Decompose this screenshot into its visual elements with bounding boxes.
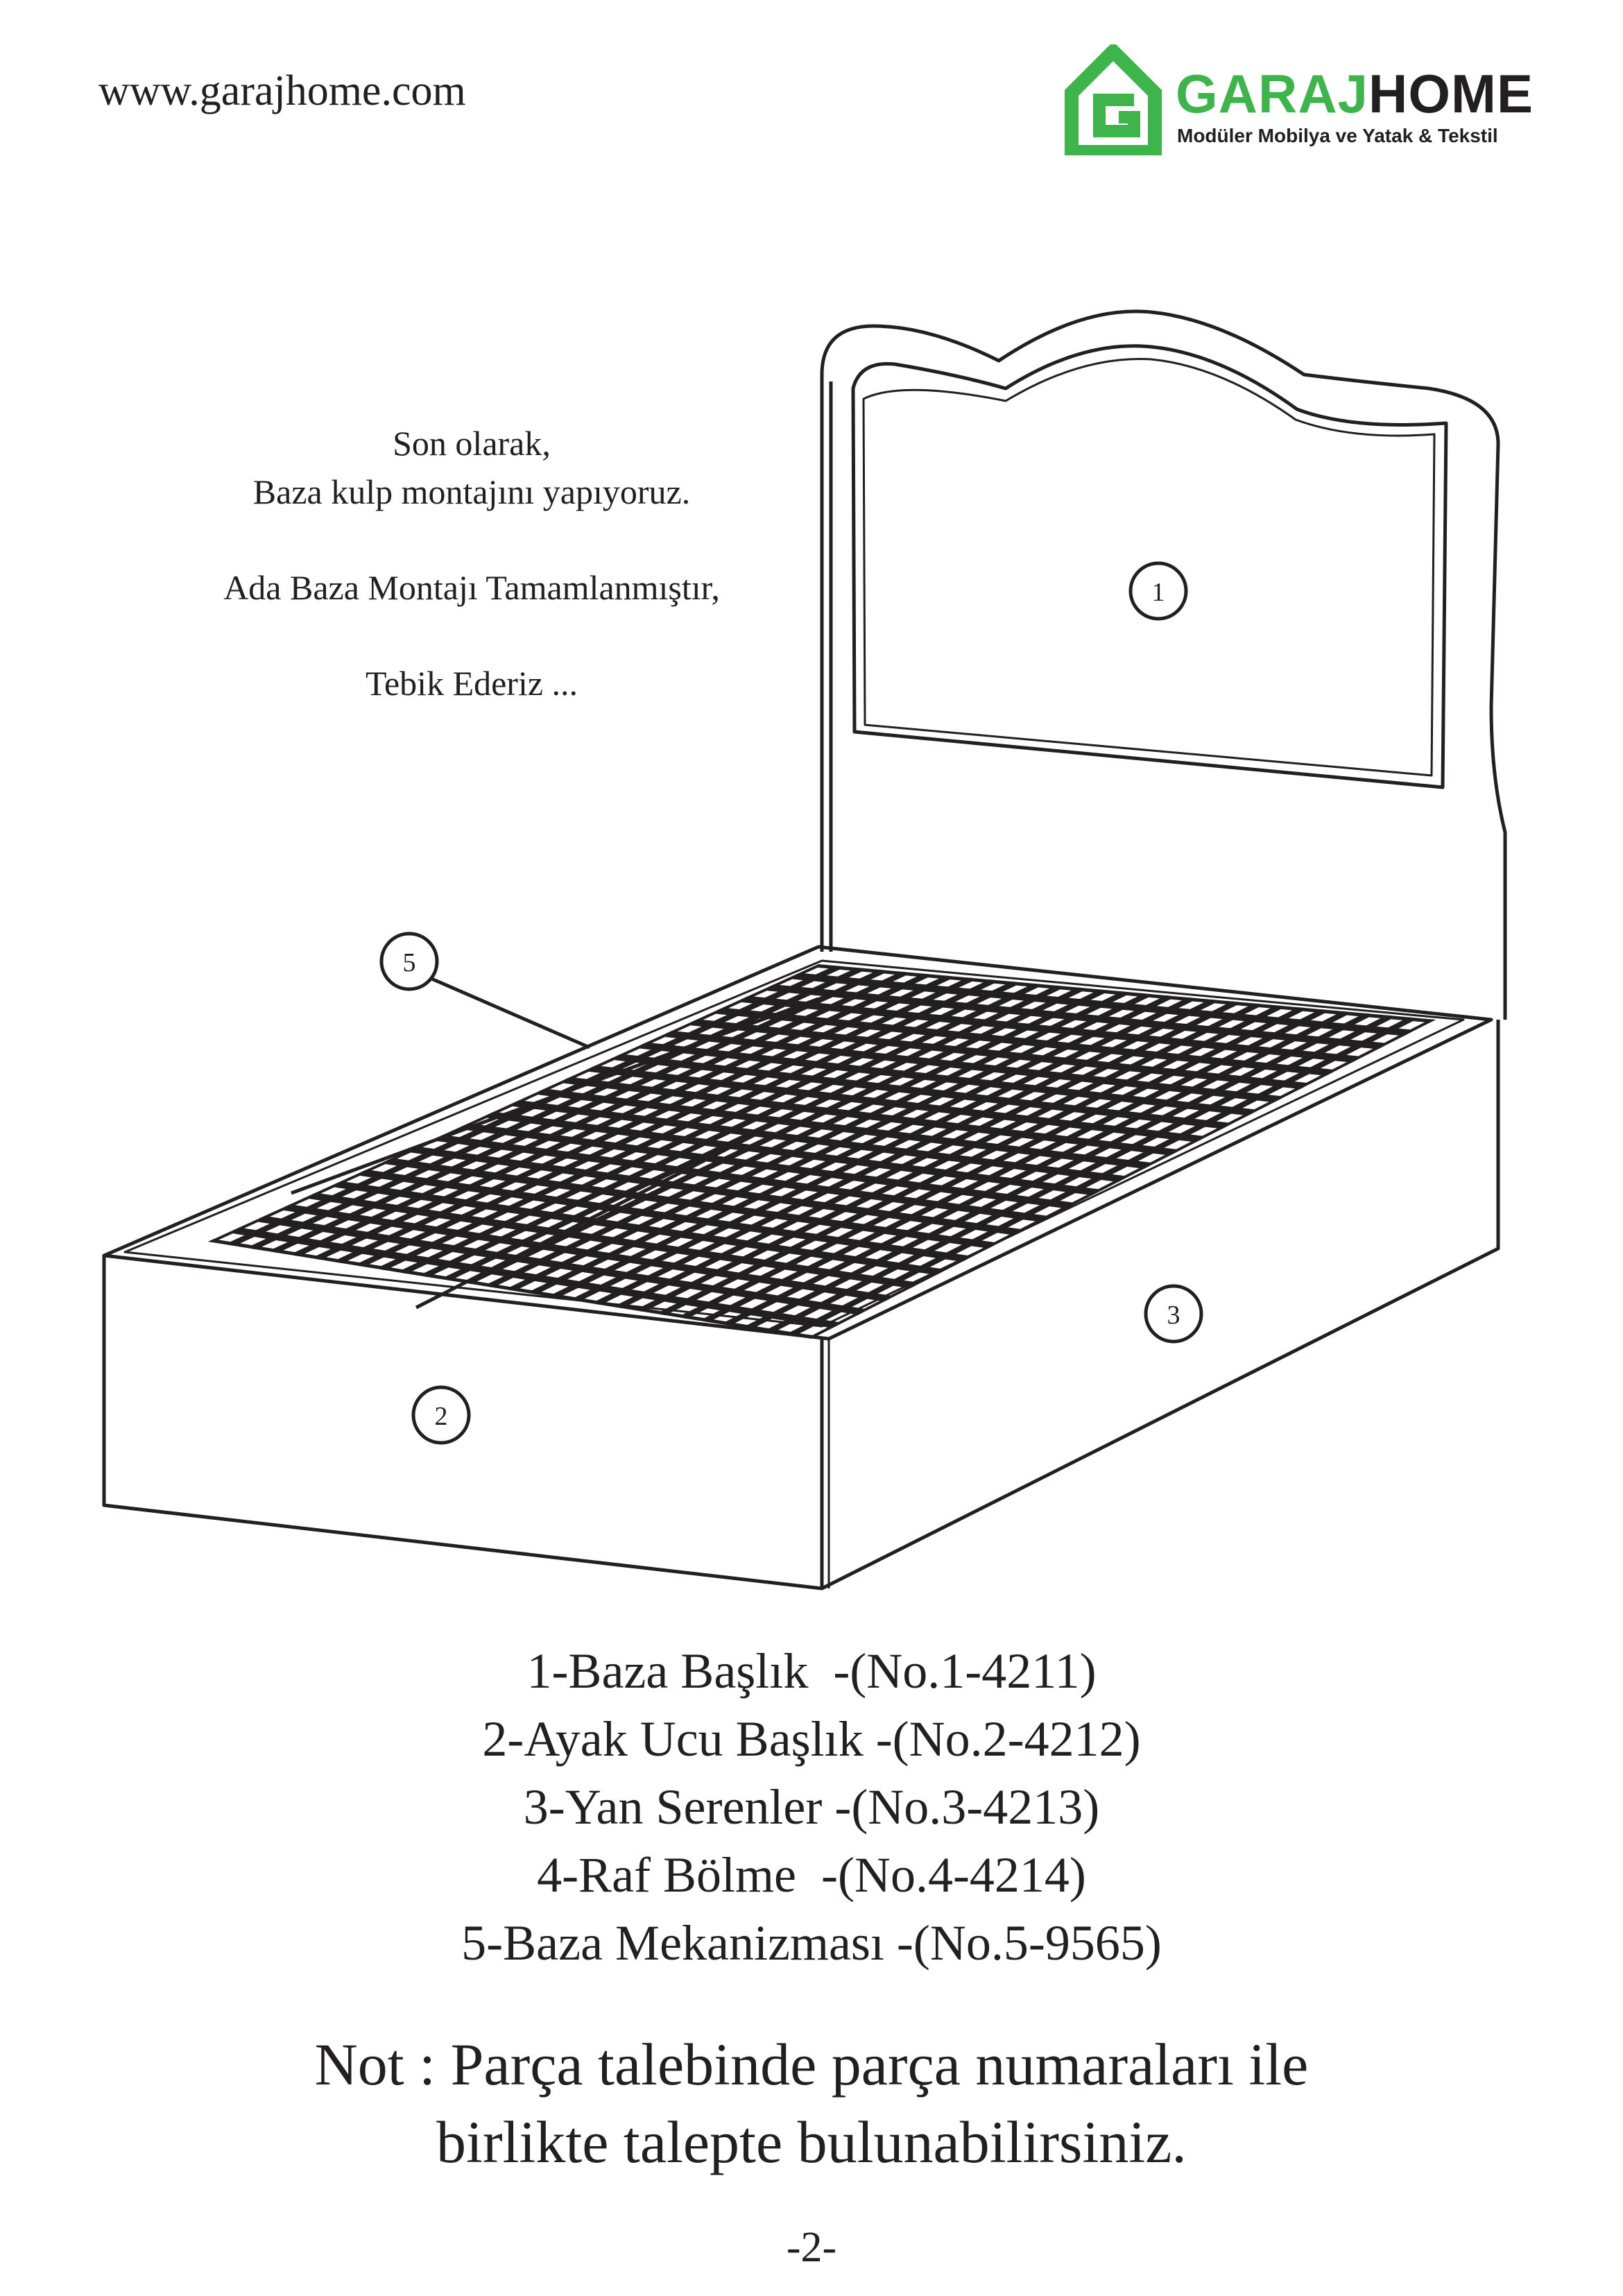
callout-2: [413, 1387, 469, 1443]
part-item-4: 4-Raf Bölme -(No.4-4214): [537, 1847, 1086, 1903]
svg-text:3: 3: [1167, 1301, 1180, 1330]
intro-line-3: Ada Baza Montajı Tamamlanmıştır,: [223, 568, 720, 607]
intro-line-2: Baza kulp montajını yapıyoruz.: [252, 472, 691, 511]
part-item-5: 5-Baza Mekanizması -(No.5-9565): [461, 1915, 1162, 1971]
house-g-icon: [1065, 44, 1162, 155]
part-item-3: 3-Yan Serenler -(No.3-4213): [523, 1779, 1100, 1835]
note: [0, 2025, 1623, 2181]
part-item-2: 2-Ayak Ucu Başlık -(No.2-4212): [482, 1711, 1141, 1767]
headboard-outline: [822, 311, 1505, 1020]
brand-logo: [1065, 44, 1534, 162]
intro-line-1: Son olarak,: [393, 424, 551, 463]
bed-assembly-diagram: [0, 264, 1623, 1623]
page-number: -2-: [786, 2224, 837, 2271]
svg-text:5: 5: [402, 948, 416, 977]
website-url[interactable]: www.garajhome.com: [98, 67, 466, 114]
slat-grid: [208, 964, 1436, 1339]
part-item-1: 1-Baza Başlık -(No.1-4211): [526, 1643, 1097, 1699]
callout-5: [381, 934, 437, 989]
svg-text:2: 2: [434, 1402, 448, 1431]
callout-3: [1146, 1286, 1201, 1342]
callout-1: [1131, 563, 1186, 619]
note-line-1: Not : Parça talebinde parça numaraları ile: [314, 2031, 1309, 2098]
note-line-2: birlikte talepte bulunabilirsiniz.: [436, 2109, 1187, 2175]
intro-line-4: Tebik Ederiz ...: [365, 664, 578, 703]
brand-name: GARAJHOME: [1176, 63, 1534, 124]
parts-list: [0, 1637, 1623, 1977]
brand-tagline: Modüler Mobilya ve Yatak & Tekstil: [1177, 125, 1498, 146]
svg-text:1: 1: [1151, 578, 1165, 607]
